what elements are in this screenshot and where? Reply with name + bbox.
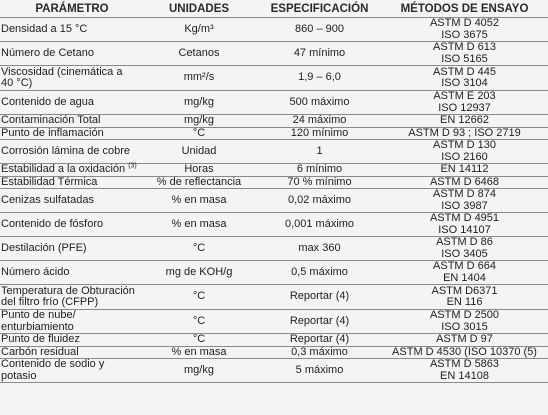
method-text: ASTM D 4530 (ISO 10370 (5) — [392, 345, 537, 358]
table-row — [0, 18, 548, 42]
method-text: EN 1404 — [443, 271, 486, 284]
unit-cell: °C — [140, 310, 258, 334]
parameter-text: 40 °C) — [1, 77, 33, 89]
header-especificacion: ESPECIFICACIÓN — [258, 0, 381, 18]
method-text: ASTM D 5863 — [429, 358, 500, 370]
parameter-cell — [0, 115, 140, 128]
table-row — [0, 346, 548, 359]
table-row — [0, 359, 548, 383]
table-row — [0, 164, 548, 177]
table-row — [0, 91, 548, 115]
unit-cell: mg/kg — [140, 359, 258, 383]
parameter-cell — [0, 261, 140, 285]
method-text: ISO 14107 — [438, 223, 491, 236]
parameter-cell — [0, 176, 140, 189]
parameter-text: Contenido de fósforo — [1, 217, 104, 230]
specification-cell: Reportar (4) — [258, 334, 381, 347]
method-cell — [381, 213, 548, 237]
unit-cell: °C — [140, 237, 258, 261]
method-cell — [381, 18, 548, 42]
header-unidades: UNIDADES — [140, 0, 258, 18]
method-text: ISO 5165 — [441, 52, 488, 65]
method-text: EN 12662 — [440, 114, 489, 126]
parameter-cell — [0, 189, 140, 213]
table-header-row — [0, 0, 548, 18]
parameter-cell — [0, 42, 140, 66]
method-text: ASTM D 874 — [433, 188, 496, 200]
unit-cell: Kg/m³ — [140, 18, 258, 42]
table-row — [0, 237, 548, 261]
parameter-cell — [0, 91, 140, 115]
parameter-text: Viscosidad (cinemática a — [1, 65, 123, 78]
method-cell — [381, 115, 548, 128]
unit-cell: mg/kg — [140, 91, 258, 115]
specification-cell: 5 máximo — [258, 359, 381, 383]
specification-cell: max 360 — [258, 237, 381, 261]
method-text: ASTM D 664 — [433, 260, 496, 272]
parameter-text: Temperatura de Obturación — [1, 284, 135, 297]
method-text: ASTM D 93 ; ISO 2719 — [408, 126, 521, 139]
unit-cell: % en masa — [140, 213, 258, 237]
table-row — [0, 189, 548, 213]
method-text: ISO 3015 — [441, 320, 488, 333]
unit-cell: °C — [140, 285, 258, 310]
unit-cell: mg/kg — [140, 115, 258, 128]
parameter-cell — [0, 359, 140, 383]
method-text: ASTM D 445 — [433, 65, 496, 78]
parameter-text: Destilación (PFE) — [1, 241, 87, 254]
method-text: ASTM D 4951 — [429, 212, 500, 224]
parameter-text: Carbón residual — [1, 345, 79, 358]
specification-cell: 0,001 máximo — [258, 213, 381, 237]
method-cell — [381, 127, 548, 140]
specification-cell: 47 mínimo — [258, 42, 381, 66]
header-parametro: PARÁMETRO — [0, 0, 140, 18]
method-cell — [381, 346, 548, 359]
parameter-cell — [0, 127, 140, 140]
method-cell — [381, 140, 548, 164]
method-text: EN 14112 — [440, 163, 489, 175]
method-cell — [381, 261, 548, 285]
parameter-cell — [0, 310, 140, 334]
unit-cell: Cetanos — [140, 42, 258, 66]
method-cell — [381, 237, 548, 261]
parameter-cell — [0, 237, 140, 261]
parameter-text: del filtro frío (CFPP) — [1, 296, 99, 308]
parameter-text: Cenizas sulfatadas — [1, 193, 94, 206]
method-text: ASTM D 86 — [436, 236, 493, 248]
specification-cell: 1 — [258, 140, 381, 164]
method-text: ASTM D 6468 — [429, 175, 500, 188]
method-cell — [381, 176, 548, 189]
method-text: ASTM D 130 — [433, 139, 496, 151]
method-text: ASTM D 613 — [433, 41, 496, 53]
table-row — [0, 115, 548, 128]
parameter-text: Punto de fluidez — [1, 333, 80, 345]
table-row — [0, 261, 548, 285]
method-text: EN 14108 — [440, 369, 489, 382]
specification-cell: 860 – 900 — [258, 18, 381, 42]
parameter-cell — [0, 213, 140, 237]
table-row — [0, 310, 548, 334]
method-cell — [381, 334, 548, 347]
parameter-cell — [0, 334, 140, 347]
unit-cell: mg de KOH/g — [140, 261, 258, 285]
parameter-text: potasio — [1, 369, 37, 382]
parameter-text: Punto de inflamación — [1, 126, 104, 139]
unit-cell: Unidad — [140, 140, 258, 164]
table-row — [0, 140, 548, 164]
method-text: ASTM D 97 — [436, 333, 493, 345]
unit-cell: °C — [140, 334, 258, 347]
specification-cell: Reportar (4) — [258, 310, 381, 334]
header-metodos: MÉTODOS DE ENSAYO — [381, 0, 548, 18]
table-row — [0, 285, 548, 310]
specification-cell: 500 máximo — [258, 91, 381, 115]
specification-cell: 1,9 – 6,0 — [258, 66, 381, 91]
unit-cell: % en masa — [140, 189, 258, 213]
method-text: ISO 2160 — [441, 150, 488, 163]
method-cell — [381, 66, 548, 91]
footnote-marker: (3) — [128, 162, 137, 170]
table-row — [0, 213, 548, 237]
table-row — [0, 127, 548, 140]
specification-cell: 24 máximo — [258, 115, 381, 128]
parameter-cell — [0, 66, 140, 91]
method-cell — [381, 189, 548, 213]
parameter-text: enturbiamiento — [1, 320, 74, 333]
method-text: ASTM D 4052 — [429, 17, 500, 29]
method-cell — [381, 285, 548, 310]
parameter-text: Corrosión lámina de cobre — [1, 144, 131, 157]
method-cell — [381, 91, 548, 115]
specification-cell: 6 mínimo — [258, 164, 381, 177]
specification-cell: Reportar (4) — [258, 285, 381, 310]
method-text: ASTM E 203 — [433, 90, 496, 102]
specification-cell: 70 % mínimo — [258, 176, 381, 189]
parameter-cell — [0, 346, 140, 359]
specification-cell: 0,02 máximo — [258, 189, 381, 213]
table-row — [0, 176, 548, 189]
method-text: ISO 12937 — [438, 101, 491, 114]
parameter-text: Punto de nube/ — [1, 309, 76, 321]
method-text: ISO 3675 — [441, 28, 488, 41]
parameter-cell — [0, 18, 140, 42]
parameter-text: Estabilidad Térmica — [1, 175, 98, 188]
specification-cell: 0,3 máximo — [258, 346, 381, 359]
parameter-cell — [0, 164, 140, 177]
parameter-text: Número ácido — [1, 265, 70, 278]
parameter-text: Estabilidad a la oxidación $^{(3)}$ — [1, 162, 137, 175]
specification-cell: 0,5 máximo — [258, 261, 381, 285]
parameter-text: Contaminación Total — [1, 114, 101, 126]
unit-cell: % en masa — [140, 346, 258, 359]
method-text: ASTM D6371 — [431, 284, 498, 297]
table-row — [0, 66, 548, 91]
unit-cell: °C — [140, 127, 258, 140]
unit-cell: mm²/s — [140, 66, 258, 91]
table-row — [0, 42, 548, 66]
method-text: ASTM D 2500 — [429, 309, 500, 321]
method-cell — [381, 310, 548, 334]
parameter-cell — [0, 140, 140, 164]
unit-cell: % de reflectancia — [140, 176, 258, 189]
parameter-text: Número de Cetano — [1, 46, 94, 59]
specification-cell: 120 mínimo — [258, 127, 381, 140]
parameter-cell — [0, 285, 140, 310]
parameter-text: Contenido de agua — [1, 95, 94, 108]
parameter-text: Contenido de sodio y — [1, 358, 105, 370]
table-row — [0, 334, 548, 347]
method-text: EN 116 — [446, 296, 483, 308]
method-cell — [381, 359, 548, 383]
method-cell — [381, 42, 548, 66]
parameter-text: Densidad a 15 °C — [1, 22, 88, 35]
method-text: ISO 3987 — [441, 199, 488, 212]
method-cell — [381, 164, 548, 177]
unit-cell: Horas — [140, 164, 258, 177]
method-text: ISO 3104 — [441, 77, 488, 89]
table-body — [0, 18, 548, 383]
method-text: ISO 3405 — [441, 247, 488, 260]
